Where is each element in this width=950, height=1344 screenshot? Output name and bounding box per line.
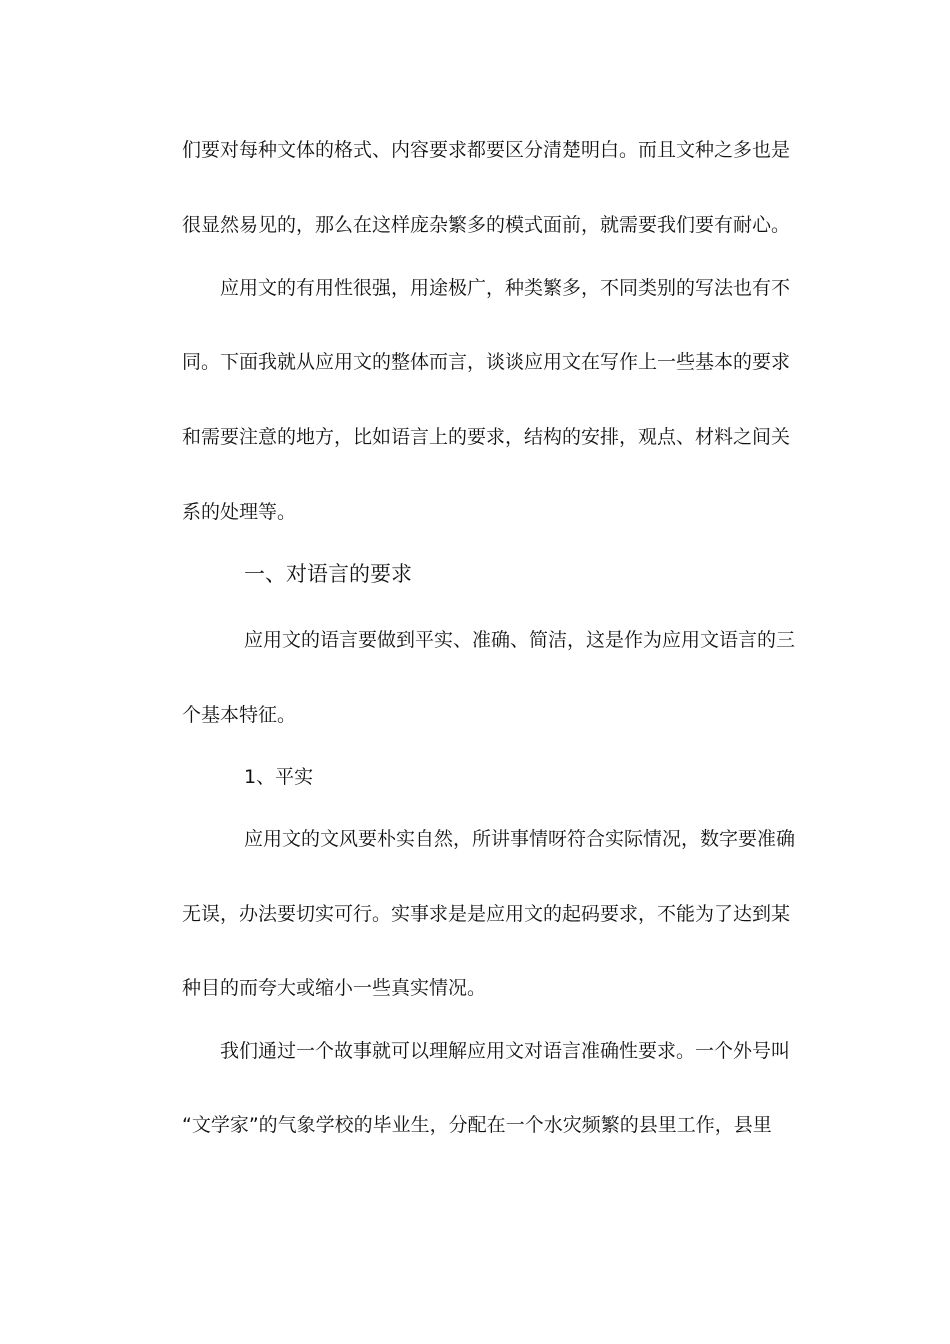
body-text-line: 无误，办法要切实可行。实事求是是应用文的起码要求，不能为了达到某: [182, 903, 791, 925]
subsection-heading: 1、平实: [244, 766, 314, 788]
body-text-line: 种目的而夸大或缩小一些真实情况。: [182, 977, 487, 999]
paragraph-first-line: 应用文的有用性很强，用途极广，种类繁多，不同类别的写法也有不: [220, 277, 791, 299]
body-text-line: 们要对每种文体的格式、内容要求都要区分清楚明白。而且文种之多也是: [182, 139, 791, 161]
body-text-line: “文学家”的气象学校的毕业生，分配在一个水灾频繁的县里工作，县里: [182, 1114, 772, 1136]
paragraph-first-line: 应用文的语言要做到平实、准确、简洁，这是作为应用文语言的三: [244, 629, 796, 651]
paragraph-first-line: 我们通过一个故事就可以理解应用文对语言准确性要求。一个外号叫: [220, 1040, 791, 1062]
body-text-line: 同。下面我就从应用文的整体而言，谈谈应用文在写作上一些基本的要求: [182, 351, 791, 373]
paragraph-first-line: 应用文的文风要朴实自然，所讲事情呀符合实际情况，数字要准确: [244, 828, 796, 850]
body-text-line: 和需要注意的地方，比如语言上的要求，结构的安排，观点、材料之间关: [182, 426, 791, 448]
body-text-line: 个基本特征。: [182, 704, 297, 726]
body-text-line: 很显然易见的，那么在这样庞杂繁多的模式面前，就需要我们要有耐心。: [182, 214, 791, 236]
section-heading: 一、对语言的要求: [244, 562, 412, 586]
body-text-line: 系的处理等。: [182, 501, 297, 523]
